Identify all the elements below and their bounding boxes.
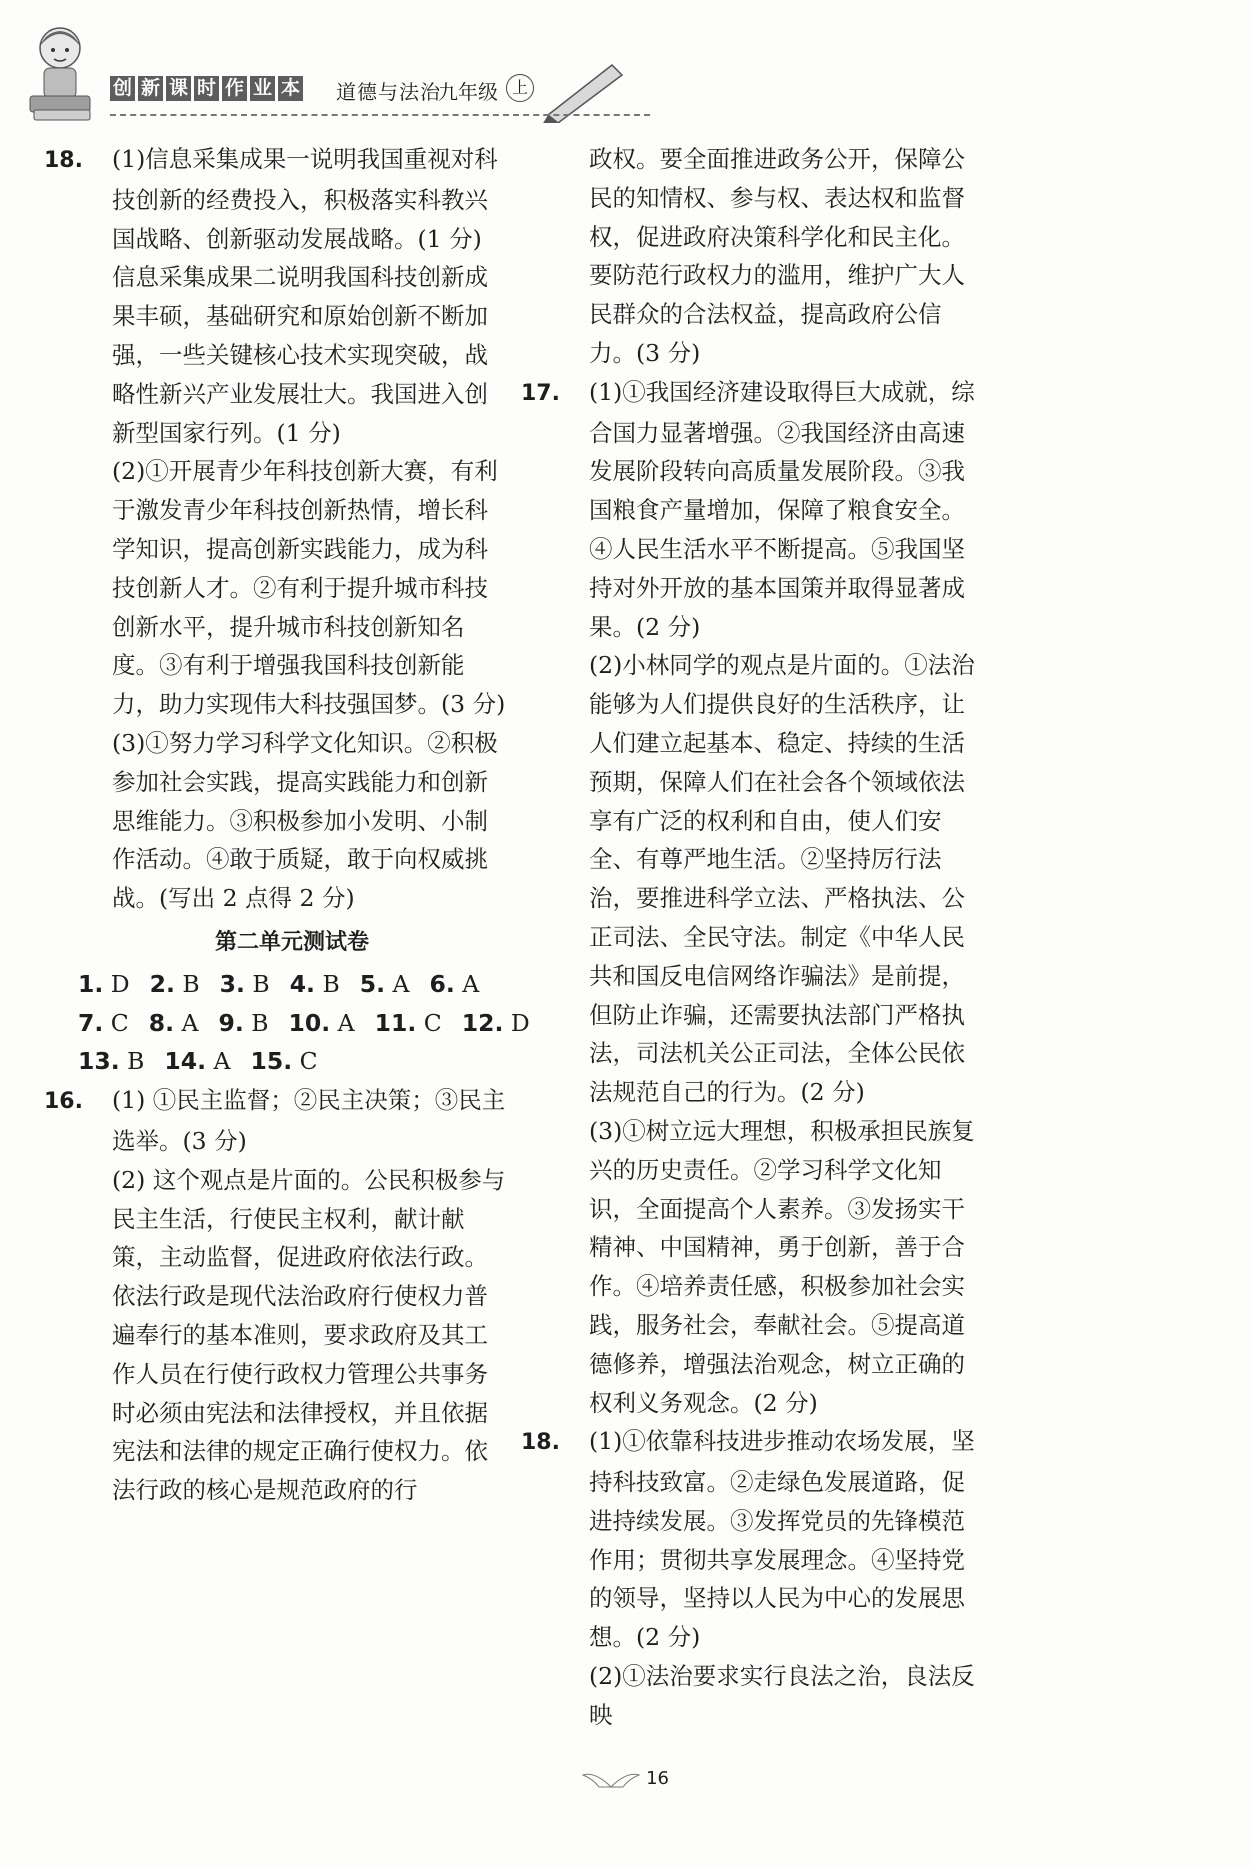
answer-paragraph: 政权。要全面推进政务公开，保障公民的知情权、参与权、表达权和监督权，促进政府决策科学化和民主化。要防范行政权力的滥用，维护广大人民群众的合法权益，提高政府公信力。(3 分): [589, 145, 965, 367]
mc-item: 15. C: [250, 1047, 318, 1076]
mc-item: 12. D: [461, 1008, 530, 1037]
question-number: 18.: [521, 1430, 560, 1456]
mc-item: 1. D: [78, 969, 130, 998]
student-mascot-icon: [22, 18, 104, 124]
answer-paragraph: (3)①树立远大理想，积极承担民族复兴的历史责任。②学习科学文化知识，全面提高个人素养。③发扬实干精神、中国精神，勇于创新，善于合作。④培养责任感，积极参加社会实践，服务社会，奉献社会。⑤提高道德修养，增强法治观念，树立正确的权利义务观念。(2 分): [589, 1116, 975, 1417]
grade-label: 九年级: [438, 80, 498, 104]
answer-paragraph: (2)①法治要求实行良法之治，良法反映: [589, 1662, 975, 1729]
subject-label: 道德与法治: [336, 80, 441, 104]
mc-item: 2. B: [149, 969, 200, 998]
mc-answer-row: [78, 1042, 506, 1081]
header-divider: [110, 114, 650, 116]
page-footer: [0, 1768, 1250, 1791]
question-number: 17.: [521, 380, 560, 406]
question-18-part1: [44, 140, 506, 258]
series-title: [110, 76, 306, 101]
question-17-part1: [521, 373, 983, 647]
series-char: 课: [166, 76, 191, 101]
answer-paragraph: (2) 这个观点是片面的。公民积极参与民主生活，行使民主权利，献计献策，主动监督，促进政府依法行政。依法行政是现代法治政府行使权力普遍奉行的基本准则，要求政府及其工作人员在行使行政权力管理公共事务时必须由宪法和法律授权，并且依据宪法和法律的规定正确行使权力。依法行政的核心是规范政府的行: [112, 1165, 506, 1505]
answer-paragraph: 信息采集成果二说明我国科技创新成果丰硕，基础研究和原始创新不断加强，一些关键核心技术实现突破，战略性新兴产业发展壮大。我国进入创新型国家行列。(1 分): [112, 263, 488, 447]
wing-ornament-icon: [581, 1769, 641, 1791]
mc-item: 4. B: [289, 969, 340, 998]
series-char: 创: [110, 76, 135, 101]
series-char: 业: [250, 76, 275, 101]
answer-paragraph: (2)小林同学的观点是片面的。①法治能够为人们提供良好的生活秩序，让人们建立起基本、稳定、持续的生活预期，保障人们在社会各个领域依法享有广泛的权利和自由，使人们安全、有尊严地生活。②坚持厉行法治，要推进科学立法、严格执法、公正司法、全民守法。制定《中华人民共和国反电信网络诈骗法》是前提，但防止诈骗，还需要执法部门严格执法，司法机关公正司法，全体公民依法规范自己的行为。(2 分): [589, 651, 975, 1107]
series-char: 时: [194, 76, 219, 101]
answer-paragraph: (3)①努力学习科学文化知识。②积极参加社会实践，提高实践能力和创新思维能力。③积极参加小发明、小制作活动。④敢于质疑，敢于向权威挑战。(写出 2 点得 2 分): [112, 728, 498, 913]
series-char: 作: [222, 76, 247, 101]
page-header: [18, 18, 1232, 128]
question-16-part1: [44, 1081, 506, 1161]
question-18-part1: [521, 1422, 983, 1657]
answer-text: (1)①依靠科技进步推动农场发展，坚持科技致富。②走绿色发展道路，促进持续发展。③发挥党员的先锋模范作用；贯彻共享发展理念。④坚持党的领导，坚持以人民为中心的发展思想。(2 分): [589, 1427, 975, 1652]
mc-item: 5. A: [359, 969, 410, 998]
mc-item: 11. C: [374, 1008, 442, 1037]
answer-text: (1)①我国经济建设取得巨大成就，综合国力显著增强。②我国经济由高速发展阶段转向高质量发展阶段。③我国粮食产量增加，保障了粮食安全。④人民生活水平不断提高。⑤我国坚持对外开放的基本国策并取得显著成果。(2 分): [589, 377, 975, 641]
mc-item: 3. B: [219, 969, 270, 998]
mc-item: 7. C: [78, 1008, 129, 1037]
mc-item: 14. A: [164, 1047, 231, 1076]
mc-item: 8. A: [148, 1008, 199, 1037]
question-number: 16.: [44, 1089, 83, 1115]
pencil-icon: [538, 53, 628, 123]
question-number: 18.: [44, 148, 83, 173]
volume-badge: 上: [506, 74, 534, 102]
mc-item: 13. B: [78, 1047, 145, 1076]
page-number: 16: [646, 1768, 669, 1789]
series-char: 本: [278, 76, 303, 101]
answer-text: (1)信息采集成果一说明我国重视对科技创新的经费投入，积极落实科教兴国战略、创新驱动发展战略。(1 分): [112, 145, 498, 253]
right-column: [521, 140, 983, 1735]
left-column: [44, 140, 530, 1510]
mc-item: 6. A: [429, 969, 480, 998]
answer-text: (1) ①民主监督；②民主决策；③民主选举。(3 分): [112, 1086, 506, 1155]
series-char: 新: [138, 76, 163, 101]
answer-paragraph: (2)①开展青少年科技创新大赛，有利于激发青少年科技创新热情，增长科学知识，提高创新实践能力，成为科技创新人才。②有利于提升城市科技创新水平，提升城市科技创新知名度。③有利于增强我国科技创新能力，助力实现伟大科技强国梦。(3 分): [112, 457, 506, 719]
mc-item: 10. A: [288, 1008, 355, 1037]
section-title: 第二单元测试卷: [214, 929, 369, 955]
mc-answer-row: [78, 965, 506, 1004]
mc-answer-row: [78, 1004, 530, 1043]
mc-item: 9. B: [218, 1008, 269, 1037]
